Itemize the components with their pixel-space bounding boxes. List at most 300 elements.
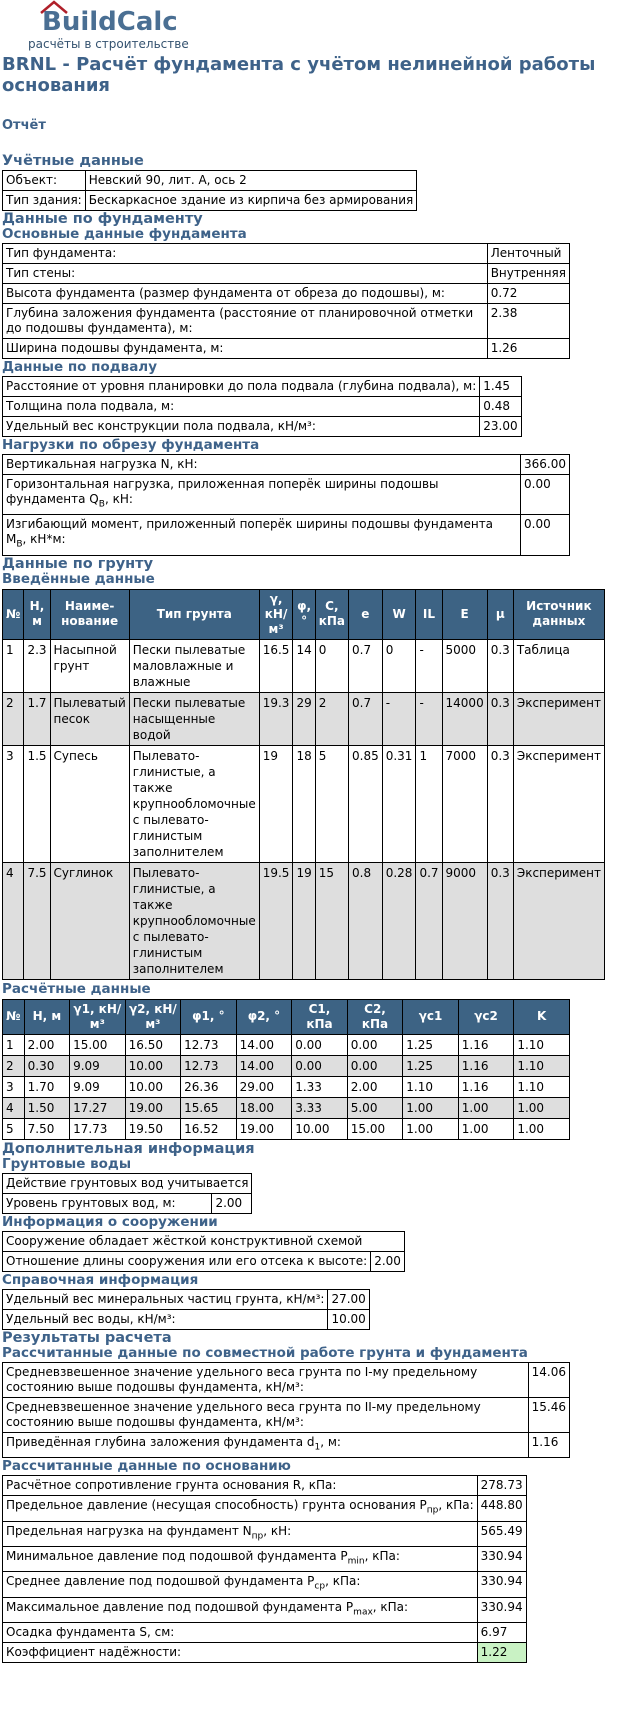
table-row — [3, 862, 605, 979]
account-heading: Учётные данные — [2, 153, 144, 169]
kv-row — [3, 339, 570, 359]
kv-label-text: Расстояние от уровня планировки до пола подвала (глубина подвала), м: — [6, 379, 477, 393]
foundation-heading: Данные по фундаменту — [2, 211, 203, 227]
table-cell: 2.00 — [347, 1076, 403, 1097]
table-cell: Пылеватый песок — [50, 692, 129, 745]
kv-row — [3, 455, 570, 475]
table-cell: 0.28 — [382, 862, 416, 979]
kv-label-tail: , кПа: — [325, 1574, 361, 1589]
kv-label-subscript: B — [16, 539, 23, 550]
kv-label — [3, 191, 86, 211]
table-cell: Таблица — [513, 639, 604, 692]
kv-label — [3, 1572, 478, 1597]
table-cell: 1.16 — [458, 1076, 514, 1097]
table-cell: 29.00 — [236, 1076, 292, 1097]
results-heading: Результаты расчета — [2, 1329, 172, 1346]
kv-value: 0.00 — [521, 475, 570, 515]
kv-value: Внутренняя — [487, 264, 569, 284]
kv-label-tail: , кН: — [263, 1523, 292, 1538]
kv-value: 1.16 — [528, 1432, 569, 1457]
column-header: H, м — [24, 999, 69, 1034]
kv-label-subscript: max — [353, 1607, 373, 1618]
table-cell: 1 — [3, 1034, 25, 1055]
table-cell: 2 — [3, 692, 24, 745]
reference-table — [2, 1289, 370, 1330]
table-cell: 10.00 — [125, 1055, 181, 1076]
kv-label — [3, 1289, 328, 1309]
foundation-main-heading: Основные данные фундамента — [2, 226, 247, 242]
table-cell: 0.3 — [487, 862, 513, 979]
table-cell: Пески пылеватые маловлажные и влажные — [129, 639, 259, 692]
column-header: C, кПа — [315, 589, 348, 639]
kv-value: 27.00 — [328, 1289, 369, 1309]
table-cell: 9.09 — [70, 1055, 126, 1076]
kv-value: 2.00 — [371, 1251, 405, 1271]
kv-value: 448.80 — [477, 1496, 526, 1521]
table-cell: 14000 — [442, 692, 487, 745]
kv-label — [3, 1362, 529, 1397]
column-header: φ2, ° — [236, 999, 292, 1034]
joint-heading: Рассчитанные данные по совместной работе грунта и фундамента — [2, 1344, 528, 1361]
column-header: E — [442, 589, 487, 639]
table-cell: 1.10 — [514, 1055, 570, 1076]
table-row — [3, 692, 605, 745]
table-cell: 15.65 — [181, 1097, 237, 1118]
table-cell: 9000 — [442, 862, 487, 979]
table-cell: 19.00 — [236, 1118, 292, 1139]
kv-row — [3, 1309, 370, 1329]
column-header: μ — [487, 589, 513, 639]
kv-label-text: Удельный вес воды, кН/м³: — [6, 1311, 176, 1326]
table-cell: 19.5 — [259, 862, 293, 979]
column-header: IL — [416, 589, 442, 639]
kv-value: 1.22 — [477, 1643, 526, 1663]
kv-row — [3, 475, 570, 515]
kv-label-text: Коэффициент надёжности: — [6, 1645, 182, 1660]
table-cell: 12.73 — [181, 1055, 237, 1076]
table-cell: - — [416, 692, 442, 745]
kv-label-text: Изгибающий момент, приложенный поперёк ширины подошвы фундамента M — [6, 517, 494, 547]
table-cell: 1.00 — [403, 1097, 459, 1118]
table-cell: 3 — [3, 1076, 25, 1097]
table-cell: 10.00 — [125, 1076, 181, 1097]
table-cell: 1.00 — [458, 1097, 514, 1118]
column-header: γ1, кН/м³ — [70, 999, 126, 1034]
kv-label-text: Ширина подошвы фундамента, м: — [6, 341, 224, 355]
kv-row — [3, 264, 570, 284]
table-row — [3, 1118, 570, 1139]
kv-row — [3, 1546, 527, 1571]
table-cell: 1.5 — [24, 745, 50, 862]
kv-row — [3, 1623, 527, 1643]
table-cell: 18.00 — [236, 1097, 292, 1118]
kv-row — [3, 171, 417, 191]
table-row — [3, 1055, 570, 1076]
kv-row — [3, 1289, 370, 1309]
groundwater-table — [2, 1173, 252, 1214]
kv-row — [3, 1362, 570, 1397]
kv-label-text: Отношение длины сооружения или его отсека к высоте: — [6, 1253, 368, 1268]
kv-value: 330.94 — [477, 1597, 526, 1622]
table-cell: 14.00 — [236, 1034, 292, 1055]
kv-value: Ленточный — [487, 244, 569, 264]
table-cell: 18 — [293, 745, 315, 862]
kv-label-tail: , кПа: — [438, 1498, 474, 1513]
column-header: γc2 — [458, 999, 514, 1034]
kv-label — [3, 1643, 478, 1663]
kv-label-text: Максимальное давление под подошвой фундамента P — [6, 1599, 354, 1614]
table-cell: 1.10 — [514, 1034, 570, 1055]
table-cell: 1.16 — [458, 1055, 514, 1076]
table-cell: 0.7 — [349, 639, 383, 692]
kv-label-text: Расчётное сопротивление грунта основания R, кПа: — [6, 1478, 337, 1493]
note-cell: Сооружение обладает жёсткой конструктивной схемой — [3, 1231, 405, 1251]
table-cell: 19.00 — [125, 1097, 181, 1118]
kv-label — [3, 1521, 478, 1546]
table-cell: 19 — [293, 862, 315, 979]
soil-calc-heading: Расчётные данные — [2, 980, 151, 997]
kv-label — [3, 1251, 371, 1271]
kv-value: Невский 90, лит. А, ось 2 — [85, 171, 417, 191]
column-header: Тип грунта — [129, 589, 259, 639]
kv-label-text: Горизонтальная нагрузка, приложенная поперёк ширины подошвы фундамента Q — [6, 477, 439, 506]
table-cell: 16.52 — [181, 1118, 237, 1139]
kv-label-tail: , м: — [320, 1434, 341, 1449]
kv-label — [3, 377, 480, 397]
column-header: H, м — [24, 589, 50, 639]
kv-label — [3, 475, 521, 515]
table-cell: Пески пылеватые насыщенные водой — [129, 692, 259, 745]
basement-table — [2, 376, 522, 437]
table-cell: Пылевато-глинистые, а также крупнообломочные с пылевато-глинистым заполнителем — [129, 745, 259, 862]
kv-value: 15.46 — [528, 1397, 569, 1432]
column-header: Источник данных — [513, 589, 604, 639]
kv-value: 330.94 — [477, 1572, 526, 1597]
note-cell: Действие грунтовых вод учитывается — [3, 1173, 252, 1193]
kv-label — [3, 1397, 529, 1432]
kv-row — [3, 1397, 570, 1432]
soil-calc-table — [2, 999, 570, 1140]
kv-label — [3, 304, 488, 339]
kv-row — [3, 1521, 527, 1546]
table-cell: Супесь — [50, 745, 129, 862]
kv-value: 14.06 — [528, 1362, 569, 1397]
loads-table — [2, 454, 570, 556]
table-cell: Эксперимент — [513, 862, 604, 979]
kv-value: 1.26 — [487, 339, 569, 359]
account-table — [2, 170, 417, 211]
kv-label-text: Предельная нагрузка на фундамент N — [6, 1523, 252, 1538]
kv-label-text: Приведённая глубина заложения фундамента d — [6, 1434, 315, 1449]
soil-input-table — [2, 589, 605, 980]
kv-label — [3, 417, 480, 437]
kv-label — [3, 339, 488, 359]
table-cell: 0.8 — [349, 862, 383, 979]
table-cell: 14 — [293, 639, 315, 692]
table-cell: 5 — [3, 1118, 25, 1139]
kv-label — [3, 1597, 478, 1622]
table-cell: 0.85 — [349, 745, 383, 862]
soil-input-heading: Введённые данные — [2, 570, 155, 587]
header-row — [3, 589, 605, 639]
column-header: e — [349, 589, 383, 639]
table-cell: 0 — [382, 639, 416, 692]
table-cell: 1.00 — [514, 1097, 570, 1118]
table-cell: 1.50 — [24, 1097, 69, 1118]
table-cell: 4 — [3, 862, 24, 979]
column-header: K — [514, 999, 570, 1034]
table-cell: 0.31 — [382, 745, 416, 862]
table-cell: 0.00 — [292, 1055, 348, 1076]
column-header: φ, ° — [293, 589, 315, 639]
kv-label-tail: , кПа: — [372, 1599, 409, 1614]
table-cell: 5.00 — [347, 1097, 403, 1118]
kv-row — [3, 191, 417, 211]
kv-row — [3, 515, 570, 555]
header-row — [3, 999, 570, 1034]
table-cell: 0 — [315, 639, 348, 692]
kv-row — [3, 1643, 527, 1663]
column-header: W — [382, 589, 416, 639]
table-cell: 29 — [293, 692, 315, 745]
kv-label-text: Тип здания: — [6, 193, 82, 207]
table-cell: 2.3 — [24, 639, 50, 692]
kv-label-text: Тип фундамента: — [6, 246, 117, 260]
kv-label-text: Среднее давление под подошвой фундамента P — [6, 1574, 315, 1589]
kv-value: 10.00 — [328, 1309, 369, 1329]
table-cell: 1.25 — [403, 1034, 459, 1055]
soil-heading: Данные по грунту — [2, 555, 154, 572]
kv-value: 6.97 — [477, 1623, 526, 1643]
kv-value: 23.00 — [480, 417, 521, 437]
kv-row — [3, 1251, 405, 1271]
table-cell: 1.25 — [403, 1055, 459, 1076]
table-cell: 1.16 — [458, 1034, 514, 1055]
table-row — [3, 639, 605, 692]
column-header: φ1, ° — [181, 999, 237, 1034]
table-cell: 10.00 — [292, 1118, 348, 1139]
table-cell: 0.30 — [24, 1055, 69, 1076]
table-cell: 1.10 — [403, 1076, 459, 1097]
table-cell: 15.00 — [347, 1118, 403, 1139]
kv-label — [3, 1623, 478, 1643]
kv-label — [3, 397, 480, 417]
kv-row — [3, 284, 570, 304]
kv-label-text: Предельное давление (несущая способность) грунта основания P — [6, 1498, 427, 1513]
kv-label — [3, 1476, 478, 1496]
kv-label-text: Толщина пола подвала, м: — [6, 399, 175, 413]
table-cell: 14.00 — [236, 1055, 292, 1076]
kv-label-subscript: min — [347, 1556, 365, 1567]
kv-label-text: Тип стены: — [6, 266, 76, 280]
kv-label-text: Уровень грунтовых вод, м: — [6, 1195, 176, 1210]
kv-label — [3, 244, 488, 264]
base-results-table — [2, 1475, 527, 1663]
table-cell: 19 — [259, 745, 293, 862]
kv-value: 0.48 — [480, 397, 521, 417]
kv-label-text: Высота фундамента (размер фундамента от обреза до подошвы), м: — [6, 286, 445, 300]
kv-label-text: Осадка фундамента S, см: — [6, 1625, 175, 1640]
kv-label-subscript: пр — [251, 1530, 264, 1541]
table-cell: 26.36 — [181, 1076, 237, 1097]
table-cell: 4 — [3, 1097, 25, 1118]
table-cell: 16.50 — [125, 1034, 181, 1055]
kv-value: 565.49 — [477, 1521, 526, 1546]
table-cell: 0.3 — [487, 692, 513, 745]
table-row — [3, 1097, 570, 1118]
table-cell: - — [416, 639, 442, 692]
table-cell: Эксперимент — [513, 692, 604, 745]
extra-heading: Дополнительная информация — [2, 1140, 255, 1157]
kv-value: 0.00 — [521, 515, 570, 555]
kv-label-text: Минимальное давление под подошвой фундамента P — [6, 1548, 348, 1563]
reference-heading: Справочная информация — [2, 1271, 199, 1288]
kv-row — [3, 1193, 252, 1213]
kv-label-tail: , кН: — [104, 492, 133, 506]
kv-label-text: Средневзвешенное значение удельного веса грунта по I-му предельному состоянию выше подошвы фундамента, кН/м³: — [6, 1364, 478, 1394]
kv-label — [3, 284, 488, 304]
table-cell: 0.3 — [487, 745, 513, 862]
table-cell: 0.00 — [347, 1055, 403, 1076]
table-cell: 12.73 — [181, 1034, 237, 1055]
kv-value: 278.73 — [477, 1476, 526, 1496]
table-cell: 0.7 — [416, 862, 442, 979]
column-header: γ, кН/м³ — [259, 589, 293, 639]
table-cell: 1.10 — [514, 1076, 570, 1097]
table-cell: 1.00 — [403, 1118, 459, 1139]
foundation-main-table — [2, 243, 570, 359]
table-cell: 1.70 — [24, 1076, 69, 1097]
table-cell: Насыпной грунт — [50, 639, 129, 692]
kv-label-text: Объект: — [6, 173, 57, 187]
table-cell: Суглинок — [50, 862, 129, 979]
kv-row — [3, 1597, 527, 1622]
kv-label-text: Удельный вес минеральных частиц грунта, кН/м³: — [6, 1291, 325, 1306]
table-row — [3, 1076, 570, 1097]
kv-label-subscript: ср — [314, 1581, 326, 1592]
kv-row — [3, 1572, 527, 1597]
table-cell: 9.09 — [70, 1076, 126, 1097]
logo[interactable] — [2, 0, 602, 52]
kv-label-subscript: пр — [426, 1505, 439, 1516]
kv-row — [3, 244, 570, 264]
table-cell: 0.7 — [349, 692, 383, 745]
table-cell: 2.00 — [24, 1034, 69, 1055]
column-header: № — [3, 999, 25, 1034]
table-row — [3, 745, 605, 862]
kv-label-text: Глубина заложения фундамента (расстояние от планировочной отметки до подошвы фундамента), м: — [6, 306, 474, 335]
table-cell: 17.27 — [70, 1097, 126, 1118]
table-cell: 19.3 — [259, 692, 293, 745]
table-cell: 0.3 — [487, 639, 513, 692]
table-cell: 1.00 — [458, 1118, 514, 1139]
table-cell: Эксперимент — [513, 745, 604, 862]
kv-label-tail: , кН*м: — [22, 532, 66, 547]
table-cell: 1.7 — [24, 692, 50, 745]
table-cell: 0.00 — [292, 1034, 348, 1055]
kv-row — [3, 1476, 527, 1496]
kv-label — [3, 515, 521, 555]
kv-label — [3, 1432, 529, 1457]
report-label: Отчёт — [2, 118, 46, 133]
column-header: № — [3, 589, 24, 639]
note-row — [3, 1231, 405, 1251]
joint-results-table — [2, 1362, 570, 1458]
table-cell: 2 — [3, 1055, 25, 1076]
kv-row — [3, 417, 522, 437]
kv-row — [3, 1496, 527, 1521]
table-row — [3, 1034, 570, 1055]
kv-label-text: Удельный вес конструкции пола подвала, кН/м³: — [6, 419, 316, 433]
kv-row — [3, 397, 522, 417]
table-cell: 0.00 — [347, 1034, 403, 1055]
logo-subtitle: расчёты в строительстве — [28, 37, 189, 51]
table-cell: 15 — [315, 862, 348, 979]
kv-label — [3, 264, 488, 284]
structure-heading: Информация о сооружении — [2, 1213, 218, 1230]
table-cell: 7000 — [442, 745, 487, 862]
groundwater-heading: Грунтовые воды — [2, 1155, 132, 1172]
table-cell: 1.33 — [292, 1076, 348, 1097]
kv-label-subscript: 1 — [314, 1442, 321, 1453]
kv-value: 1.45 — [480, 377, 521, 397]
kv-row — [3, 1432, 570, 1457]
kv-value: 330.94 — [477, 1546, 526, 1571]
kv-label — [3, 455, 521, 475]
kv-label-subscript: B — [98, 499, 105, 510]
table-cell: 16.5 — [259, 639, 293, 692]
column-header: C2, кПа — [347, 999, 403, 1034]
kv-label-tail: , кПа: — [364, 1548, 400, 1563]
page-title: BRNL - Расчёт фундамента с учётом нелинейной работы основания — [2, 54, 596, 96]
kv-value: 2.00 — [212, 1193, 252, 1213]
kv-value: 2.38 — [487, 304, 569, 339]
table-cell: Пылевато-глинистые, а также крупнообломочные с пылевато-глинистым заполнителем — [129, 862, 259, 979]
kv-label — [3, 171, 86, 191]
table-cell: 7.50 — [24, 1118, 69, 1139]
kv-label-text: Вертикальная нагрузка N, кН: — [6, 457, 198, 471]
kv-value: 366.00 — [521, 455, 570, 475]
loads-heading: Нагрузки по обрезу фундамента — [2, 437, 260, 453]
table-cell: 2 — [315, 692, 348, 745]
column-header: C1, кПа — [292, 999, 348, 1034]
table-cell: 15.00 — [70, 1034, 126, 1055]
table-cell: 19.50 — [125, 1118, 181, 1139]
table-cell: 1 — [3, 639, 24, 692]
table-cell: 17.73 — [70, 1118, 126, 1139]
basement-heading: Данные по подвалу — [2, 359, 157, 375]
kv-value: Бескаркасное здание из кирпича без армирования — [85, 191, 417, 211]
kv-label — [3, 1193, 212, 1213]
kv-row — [3, 304, 570, 339]
column-header: Наиме-нование — [50, 589, 129, 639]
table-cell: 7.5 — [24, 862, 50, 979]
logo-title: BuildCalc — [42, 7, 178, 37]
table-cell: 5 — [315, 745, 348, 862]
kv-row — [3, 377, 522, 397]
table-cell: - — [382, 692, 416, 745]
table-cell: 3.33 — [292, 1097, 348, 1118]
table-cell: 1.00 — [514, 1118, 570, 1139]
base-heading: Рассчитанные данные по основанию — [2, 1458, 291, 1475]
column-header: γ2, кН/м³ — [125, 999, 181, 1034]
kv-label — [3, 1496, 478, 1521]
structure-table — [2, 1231, 405, 1272]
table-cell: 3 — [3, 745, 24, 862]
kv-value: 0.72 — [487, 284, 569, 304]
note-row — [3, 1173, 252, 1193]
kv-label — [3, 1546, 478, 1571]
